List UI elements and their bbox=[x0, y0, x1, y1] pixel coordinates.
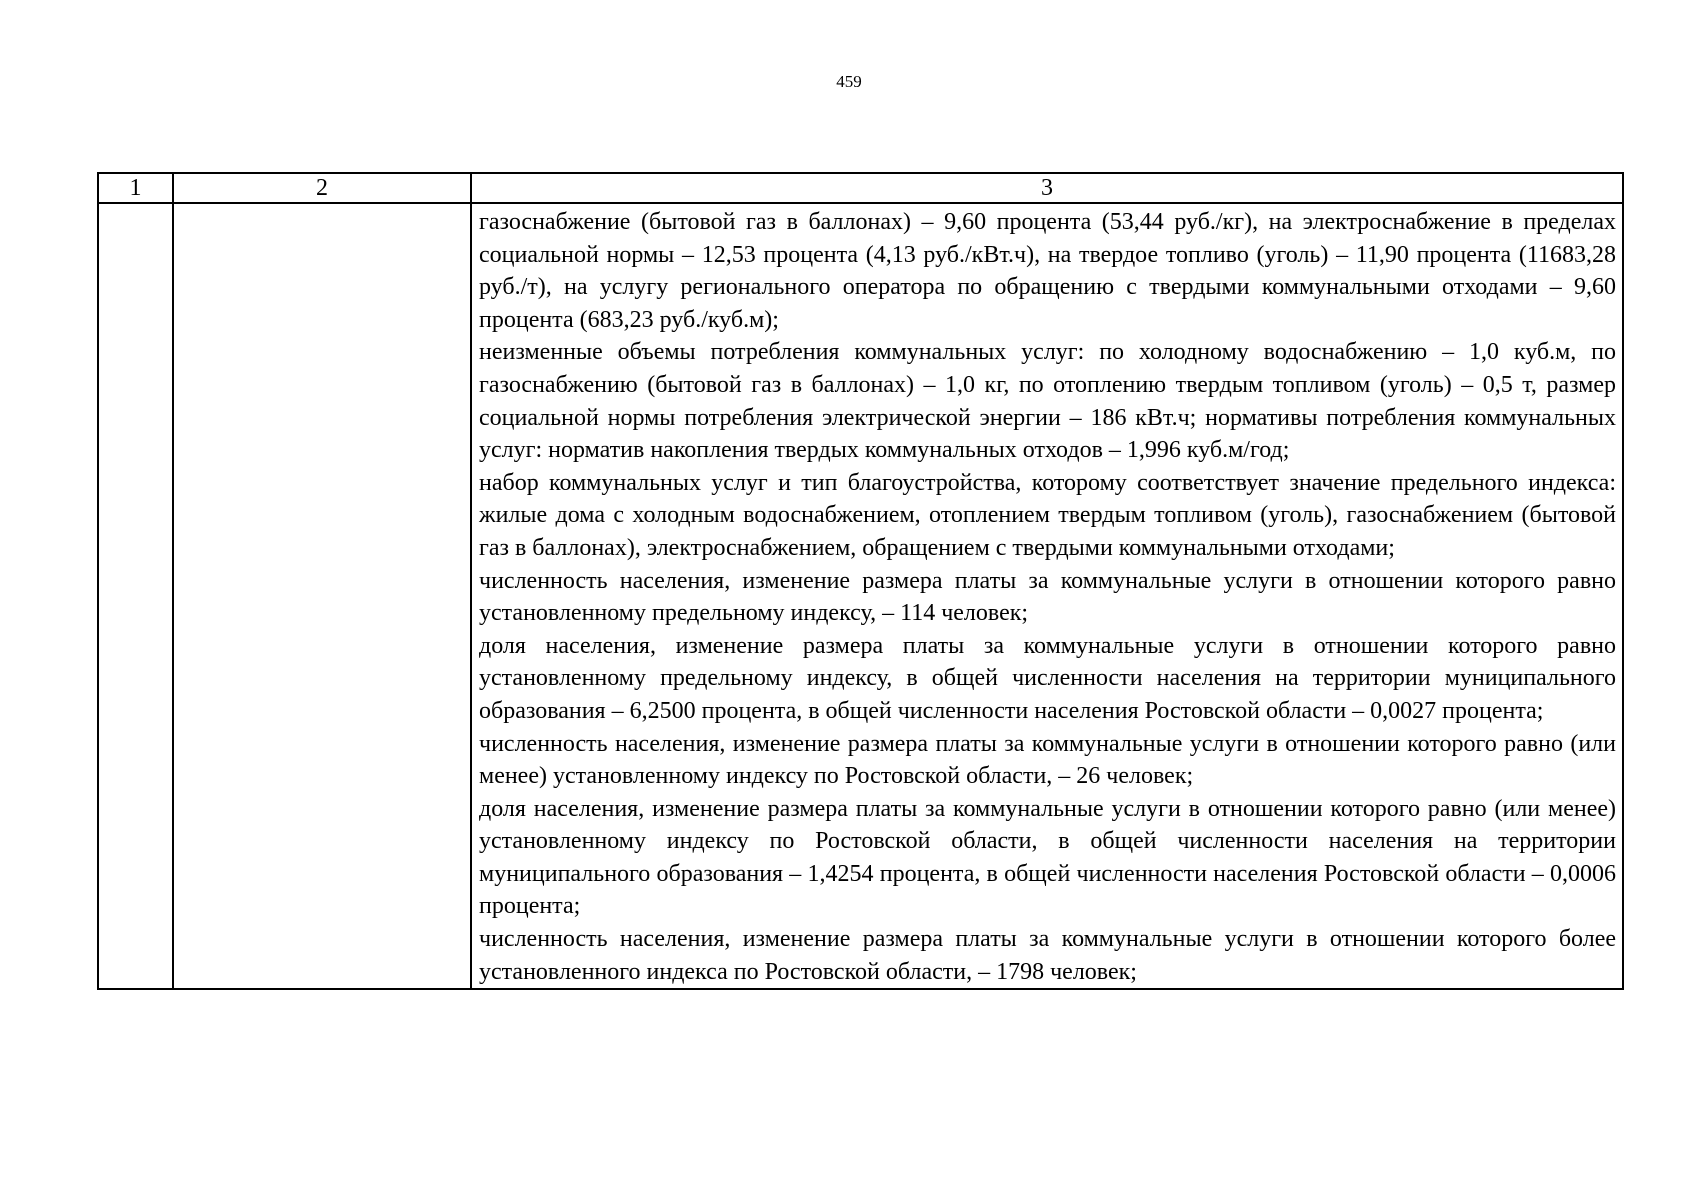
page-number: 459 bbox=[836, 72, 862, 91]
paragraph-tariffs: газоснабжение (бытовой газ в баллонах) – 9,60 процента (53,44 руб./кг), на электроснабжение в пределах социальной нормы – 12,53 процента (4,13 руб./кВт.ч), на твердое топливо (уголь) – 11,90 процента (11683,28 руб./т), на услугу регионального оператора по обращению с твердыми коммунальными отходами – 9,60 процента (683,23 руб./куб.м); bbox=[479, 209, 1616, 333]
paragraph-population-equal: численность населения, изменение размера платы за коммунальные услуги в отношении которого равно установленному предельному индексу, – 114 человек; bbox=[479, 567, 1616, 627]
paragraph-share-equal: доля населения, изменение размера платы за коммунальные услуги в отношении которого равно установленному предельному индексу, в общей численности населения на территории муниципального образования – 6,2500 процента, в общей численности населения Ростовской области – 0,0027 процента; bbox=[479, 632, 1616, 724]
column-header-1: 1 bbox=[98, 173, 173, 203]
table-header-row bbox=[98, 173, 1623, 203]
cell-col-2 bbox=[173, 203, 471, 989]
paragraph-services-set: набор коммунальных услуг и тип благоустройства, которому соответствует значение предельного индекса: жилые дома с холодным водоснабжением, отоплением твердым топливом (уголь), газоснабжением (бытовой газ в баллонах), электроснабжением, обращением с твердыми коммунальными отходами; bbox=[479, 469, 1616, 561]
cell-col-1 bbox=[98, 203, 173, 989]
paragraph-population-more: численность населения, изменение размера платы за коммунальные услуги в отношении которого более установленного индекса по Ростовской области, – 1798 человек; bbox=[479, 926, 1616, 985]
cell-col-3 bbox=[471, 203, 1623, 989]
paragraph-share-less: доля населения, изменение размера платы за коммунальные услуги в отношении которого равно (или менее) установленному индексу по Ростовской области, в общей численности населения на территории муниципального образования – 1,4254 процента, в общей численности населения Ростовской области – 0,0006 процента; bbox=[479, 795, 1616, 920]
table-row bbox=[98, 203, 1623, 989]
paragraph-consumption-volumes: неизменные объемы потребления коммунальных услуг: по холодному водоснабжению – 1,0 куб.м, по газоснабжению (бытовой газ в баллонах) – 1,0 кг, по отоплению твердым топливом (уголь) – 0,5 т, размер социальной нормы потребления электрической энергии – 186 кВт.ч; нормативы потребления коммунальных услуг: норматив накопления твердых коммунальных отходов – 1,996 куб.м/год; bbox=[479, 339, 1616, 464]
document-table bbox=[97, 172, 1624, 990]
paragraph-population-less: численность населения, изменение размера платы за коммунальные услуги в отношении которого равно (или менее) установленному индексу по Ростовской области, – 26 человек; bbox=[479, 730, 1616, 790]
column-header-3: 3 bbox=[471, 173, 1623, 203]
column-header-2: 2 bbox=[173, 173, 471, 203]
